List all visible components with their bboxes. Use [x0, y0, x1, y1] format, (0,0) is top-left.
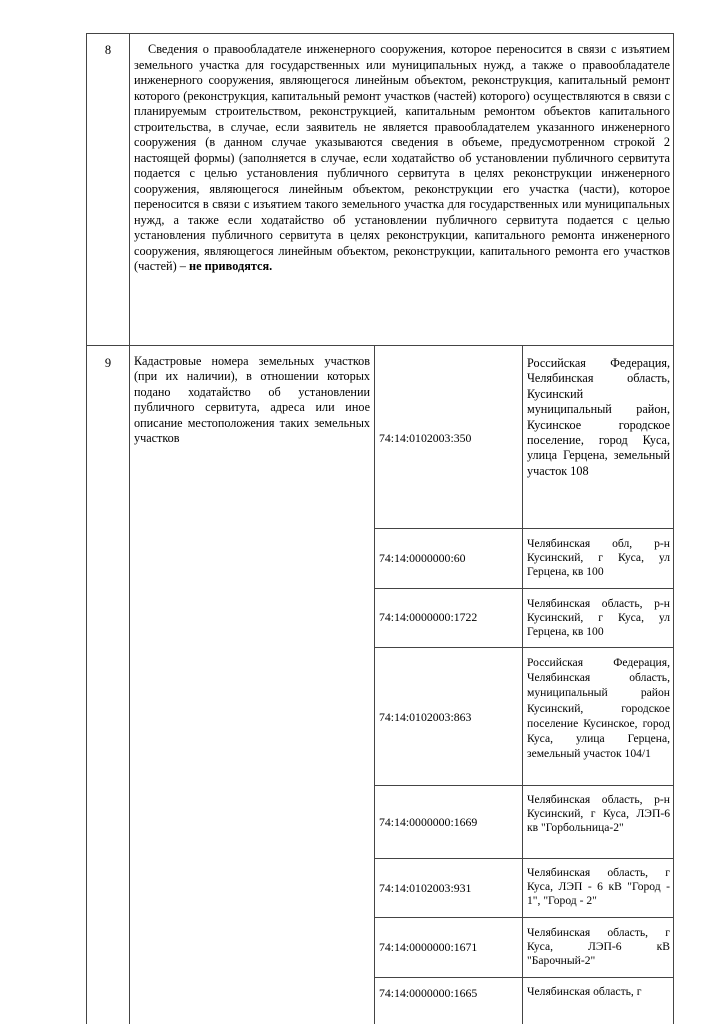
- parcel-divider: [374, 977, 674, 978]
- row8-bold-suffix: не приводятся.: [189, 259, 273, 273]
- parcel-cadastral-number: 74:14:0000000:1669: [379, 815, 478, 829]
- row8-main-text: Сведения о правообладателе инженерного сооружения, которое переносится в связи с изъятием земельного участка для государственных или муниципальных нужд, а также о правообладателе инженерного сооружения, являющегося линейным объектом, реконструкция, капитальный ремонт которого (реконструкция, капитальный ремонт участков (частей) которого) осуществляются в связи с планируемым строительством, реконструкцией, капитальным ремонтом объектов капитального строительства, в случае, если заявитель не является правообладателем указанного инженерного сооружения (в данном случае указываются сведения в объеме, предусмотренном строкой 2 настоящей формы) (заполняется в случае, если ходатайство об установлении публичного сервитута подается с целью установления публичного сервитута в целях реконструкции инженерного сооружения, являющегося линейным объектом, реконструкции его участка (части), которое переносится в связи с изъятием такого земельного участка для государственных или муниципальных нужд, а также если ходатайство об установлении публичного сервитута подается с целью установления публичного сервитута в целях реконструкции, капитального ремонта инженерного сооружения, являющегося линейным объектом, реконструкции, капитального ремонта его участков (частей) –: [134, 42, 670, 273]
- parcel-cadastral-number: 74:14:0102003:350: [379, 431, 472, 445]
- parcel-cadastral-number: 74:14:0102003:863: [379, 710, 472, 724]
- parcel-divider: [374, 917, 674, 918]
- parcel-cadastral-number: 74:14:0000000:60: [379, 551, 466, 565]
- parcel-address: Челябинская обл, р-н Кусинский, г Куса, ул Герцена, кв 100: [527, 537, 670, 578]
- table-left-border: [86, 33, 87, 1024]
- parcel-cadastral-number: 74:14:0000000:1671: [379, 940, 478, 954]
- cadastral-col-left-border: [374, 345, 375, 1024]
- row8-text: [134, 42, 670, 275]
- parcel-divider: [374, 588, 674, 589]
- parcel-address: Челябинская область, р-н Кусинский, г Куса, ул Герцена, кв 100: [527, 597, 670, 638]
- parcel-divider: [374, 858, 674, 859]
- parcel-cadastral-number: 74:14:0102003:931: [379, 881, 472, 895]
- address-col-left-border: [522, 345, 523, 1024]
- parcel-address: Челябинская область, г: [527, 985, 642, 998]
- row-number: 9: [104, 356, 112, 370]
- parcel-address: Российская Федерация, Челябинская область, Кусинский муниципальный район, Кусинское городское поселение, город Куса, улица Герцена, земельный участок 108: [527, 356, 670, 478]
- row9-label: Кадастровые номера земельных участков (при их наличии), в отношении которых подано ходатайство об установлении публичного сервитута, адреса или иное описание местоположения таких земельных участков: [134, 354, 370, 446]
- parcel-address: Российская Федерация, Челябинская область, муниципальный район Кусинский, городское поселение Кусинское, город Куса, улица Герцена, земельный участок 104/1: [527, 656, 670, 761]
- parcel-address: Челябинская область, г Куса, ЛЭП - 6 кВ "Город - 1", "Город - 2": [527, 866, 670, 907]
- parcel-cadastral-number: 74:14:0000000:1722: [379, 610, 478, 624]
- table-top-border: [86, 33, 674, 34]
- parcel-divider: [374, 647, 674, 648]
- parcel-address: Челябинская область, г Куса, ЛЭП-6 кВ "Барочный-2": [527, 926, 670, 967]
- parcel-cadastral-number: 74:14:0000000:1665: [379, 986, 478, 1000]
- row8-bottom-border: [86, 345, 674, 346]
- row-number: 8: [104, 43, 112, 57]
- parcel-address: Челябинская область, р-н Кусинский, г Куса, ЛЭП-6 кв "Горбольница-2": [527, 793, 670, 834]
- table-col-divider: [129, 33, 130, 1024]
- parcel-divider: [374, 785, 674, 786]
- parcel-divider: [374, 528, 674, 529]
